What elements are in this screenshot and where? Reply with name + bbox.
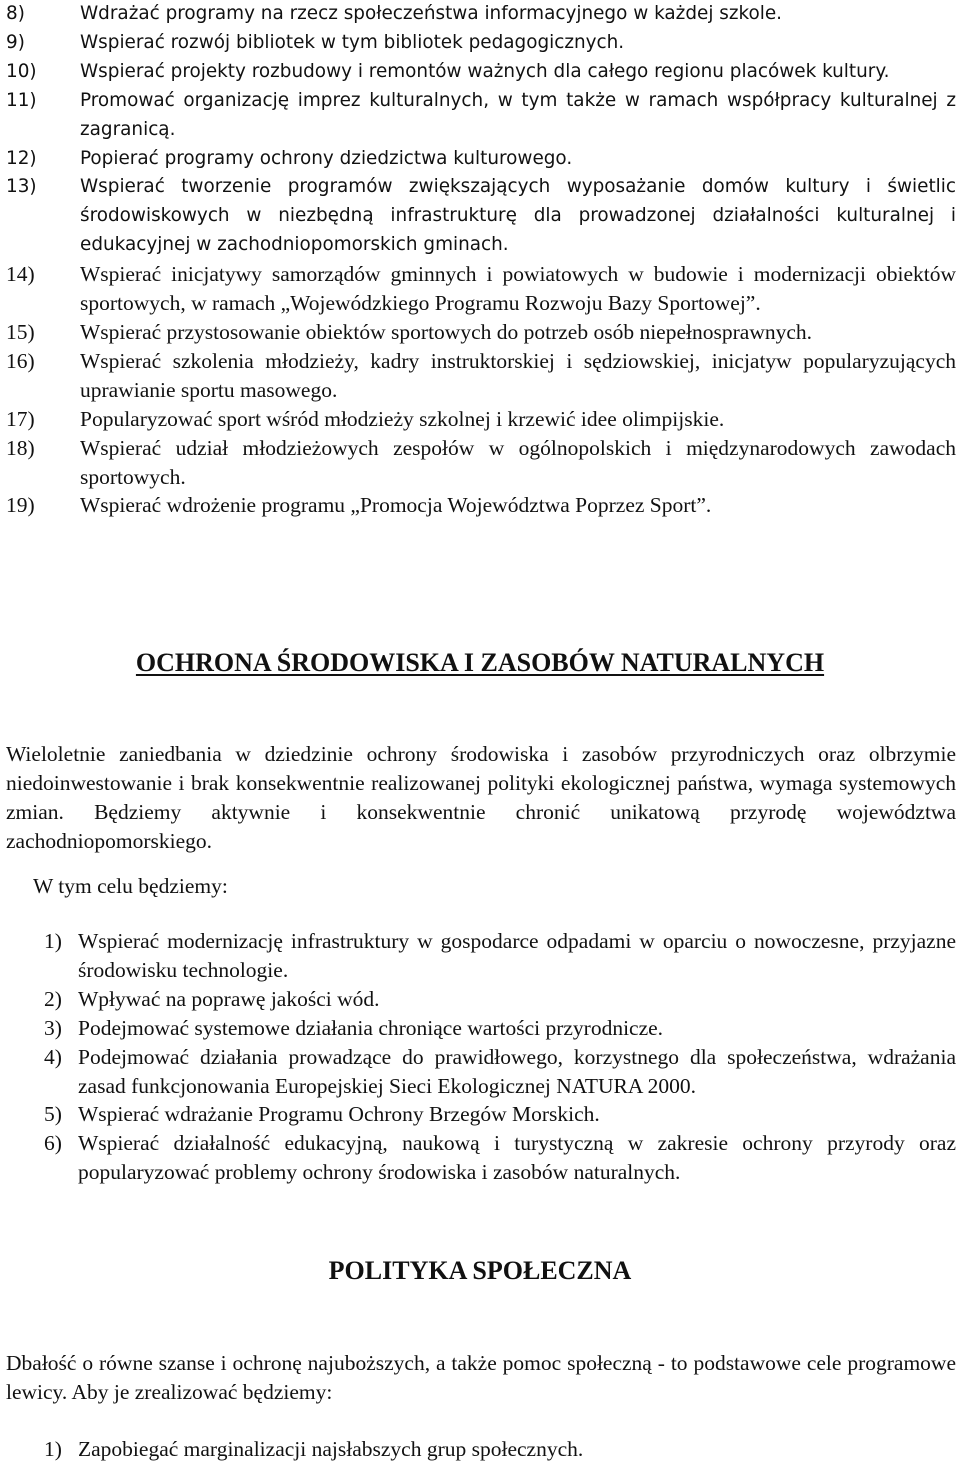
- list-item-number: 8): [6, 3, 25, 24]
- social-list: [44, 1435, 956, 1464]
- list-item-number: 1): [44, 929, 62, 953]
- list-item-text: Wspierać wdrażanie Programu Ochrony Brzegów Morskich.: [78, 1102, 600, 1127]
- list-item-number: 13): [6, 176, 37, 198]
- list-item-text: Podejmować systemowe działania chroniące wartości przyrodnicze.: [78, 1015, 664, 1040]
- list-item: [6, 434, 956, 492]
- list-item-text: Popularyzować sport wśród młodzieży szkolnej i krzewić idee olimpijskie.: [80, 406, 725, 431]
- list-item-number: 17): [6, 406, 35, 431]
- list-item-text: Wspierać projekty rozbudowy i remontów ważnych dla całego regionu placówek kultury.: [80, 60, 890, 82]
- culture-sport-list: [6, 0, 956, 520]
- list-item: [6, 29, 956, 58]
- list-item-text: Popierać programy ochrony dziedzictwa kulturowego.: [80, 147, 573, 169]
- list-item-number: 11): [6, 89, 37, 111]
- list-item-text: Podejmować działania prowadzące do prawidłowego, korzystnego dla społeczeństwa, wdrażania zasad funkcjonowania Europejskiej Sieci Ekologicznej NATURA 2000.: [78, 1044, 956, 1098]
- list-item-text: Wspierać inicjatywy samorządów gminnych i powiatowych w budowie i modernizacji obiektów sportowych, w ramach „Wojewódzkiego Programu Rozwoju Bazy Sportowej”.: [80, 262, 956, 316]
- list-item-number: 12): [6, 147, 37, 169]
- list-item: [6, 405, 956, 434]
- section-heading-environment: [0, 648, 960, 678]
- list-item: [6, 87, 956, 145]
- list-item-number: 19): [6, 493, 35, 518]
- list-item-text: Wspierać przystosowanie obiektów sportowych do potrzeb osób niepełnosprawnych.: [80, 319, 813, 344]
- list-item-number: 10): [6, 60, 37, 82]
- list-item: [6, 491, 956, 520]
- list-item-text: Wspierać modernizację infrastruktury w gospodarce odpadami w oparciu o nowoczesne, przyjazne środowisku technologie.: [78, 929, 956, 982]
- list-item-text: Wspierać wdrożenie programu „Promocja Województwa Poprzez Sport”.: [80, 493, 712, 518]
- list-item: [6, 58, 956, 87]
- list-item: [6, 318, 956, 347]
- list-item-text: Wspierać tworzenie programów zwiększających wyposażanie domów kultury i świetlic środowiskowych w niezbędną infrastrukturę dla prowadzonej działalności kulturalnej i edukacyjnej w zachodniopomorskich gminach.: [80, 176, 956, 256]
- list-item: [44, 1435, 956, 1464]
- list-item-text: Wspierać udział młodzieżowych zespołów w ogólnopolskich i międzynarodowych zawodach sportowych.: [80, 435, 956, 489]
- list-item-text: Wdrażać programy na rzecz społeczeństwa informacyjnego w każdej szkole.: [80, 3, 783, 24]
- section-heading-text: OCHRONA ŚRODOWISKA I ZASOBÓW NATURALNYCH: [135, 648, 825, 677]
- list-item: [6, 347, 956, 405]
- list-item-number: 16): [6, 348, 35, 373]
- list-item-number: 18): [6, 435, 35, 460]
- list-item: [44, 927, 956, 985]
- social-intro-paragraph: Dbałość o równe szanse i ochronę najuboższych, a także pomoc społeczną - to podstawowe cele programowe lewicy. Aby je zrealizować będziemy:: [6, 1351, 956, 1404]
- list-item-text: Zapobiegać marginalizacji najsłabszych grup społecznych.: [78, 1437, 584, 1461]
- list-item-number: 5): [44, 1102, 62, 1127]
- list-item-text: Promować organizację imprez kulturalnych, w tym także w ramach współpracy kulturalnej z zagranicą.: [80, 89, 956, 140]
- list-item-text: Wspierać szkolenia młodzieży, kadry instruktorskiej i sędziowskiej, inicjatyw popularyzujących uprawianie sportu masowego.: [80, 348, 956, 402]
- list-item: [6, 260, 956, 318]
- list-item-number: 6): [44, 1131, 62, 1156]
- list-item-number: 4): [44, 1044, 62, 1069]
- list-item-number: 14): [6, 262, 35, 287]
- list-item: [6, 0, 956, 29]
- list-item-number: 3): [44, 1015, 62, 1040]
- environment-intro-paragraph: Wieloletnie zaniedbania w dziedzinie ochrony środowiska i zasobów przyrodniczych oraz olbrzymie niedoinwestowanie i brak konsekwentnie realizowanej polityki ekologicznej państwa, wymaga systemowych zmian. Będziemy aktywnie i konsekwentnie chronić unikatową przyrodę województwa zachodniopomorskiego.: [6, 742, 956, 853]
- list-item-number: 2): [44, 986, 62, 1011]
- list-item: [44, 1129, 956, 1187]
- list-item: [44, 1100, 956, 1129]
- list-item-text: Wspierać rozwój bibliotek w tym bibliotek pedagogicznych.: [80, 31, 625, 53]
- list-item-number: 1): [44, 1437, 62, 1461]
- environment-list: [44, 927, 956, 1187]
- list-item: [44, 1014, 956, 1043]
- list-item: [44, 1043, 956, 1101]
- section-heading-social-policy: POLITYKA SPOŁECZNA: [328, 1256, 632, 1285]
- list-item: [6, 173, 956, 260]
- list-item: [6, 145, 956, 174]
- list-item: [44, 985, 956, 1014]
- list-item-text: Wspierać działalność edukacyjną, naukową i turystyczną w zakresie ochrony przyrody oraz popularyzować problemy ochrony środowiska i zasobów naturalnych.: [78, 1131, 956, 1185]
- list-item-text: Wpływać na poprawę jakości wód.: [78, 986, 380, 1011]
- list-item-number: 15): [6, 319, 35, 344]
- environment-lead-text: W tym celu będziemy:: [33, 874, 228, 898]
- list-item-number: 9): [6, 31, 25, 53]
